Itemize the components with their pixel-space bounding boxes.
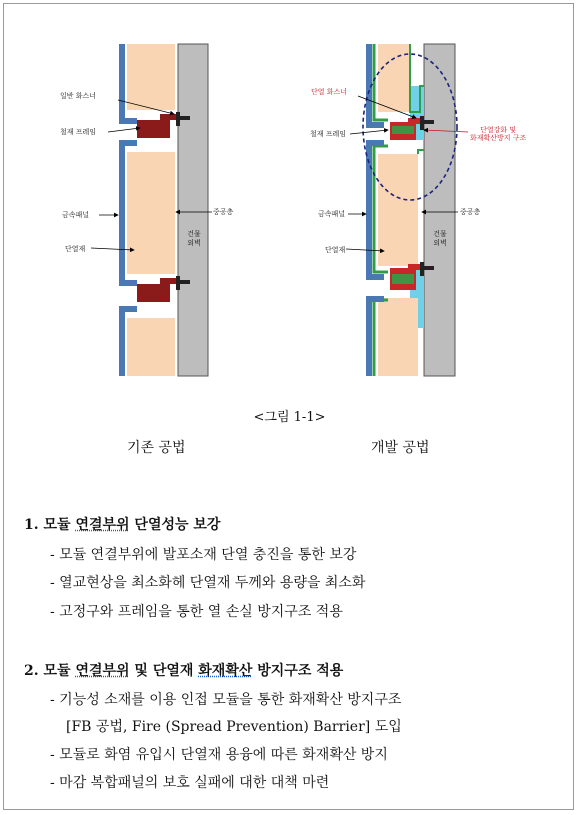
left-label-wall: 건물 외벽 [187, 230, 201, 247]
left-method-title: 기존 공법 [127, 440, 186, 456]
section1-item-2: - 열교현상을 최소화헤 단열재 두께와 용량을 최소화 [50, 575, 366, 591]
left-insulation-mid [127, 152, 175, 274]
section2-item-1-cont: [FB 공법, Fire (Spread Prevention) Barrier] 도입 [66, 719, 402, 735]
left-label-fastener: 일반 화스너 [60, 92, 97, 100]
left-insulation-top [127, 44, 175, 110]
right-label-insulation: 단열재 [325, 246, 346, 254]
left-label-insulation: 단열재 [65, 245, 86, 253]
diagram-svg [0, 0, 579, 400]
left-label-cavity: 중공층 [213, 208, 234, 216]
right-label-wall: 건물 외벽 [433, 230, 447, 247]
section2-title-underlined-2: 화재확산 [198, 663, 253, 679]
section2-title-pre: 모듈 [43, 663, 76, 679]
section1-item-1: - 모듈 연결부위에 발포소재 단열 충진을 통한 보강 [50, 547, 357, 563]
section2-heading [24, 660, 343, 680]
left-building-wall [178, 44, 208, 376]
right-label-cavity: 중공층 [460, 208, 481, 216]
section1-number: 1. [24, 517, 39, 533]
section2-number: 2. [24, 663, 39, 679]
right-method-title: 개발 공법 [371, 440, 430, 456]
right-building-wall [424, 44, 455, 376]
left-label-frame: 철재 프레임 [60, 128, 97, 136]
left-frame-bot [137, 278, 178, 302]
section1-heading [24, 514, 220, 534]
section2-item-3: - 마감 복합패널의 보호 실패에 대한 대책 마련 [50, 775, 330, 791]
section1-title-pre: 모듈 [43, 517, 76, 533]
left-insulation-bot [127, 318, 175, 376]
figure-caption: <그림 1-1> [253, 410, 326, 425]
right-label-structure: 단열강화 및 화재확산방지 구조 [470, 126, 527, 142]
section1-title-post: 단열성능 보강 [129, 517, 221, 533]
section2-item-2: - 모듈로 화염 유입시 단열재 용융에 따른 화재확산 방지 [50, 747, 388, 763]
section2-title-underlined-1: 연결부위 [75, 663, 130, 679]
section2-title-post: 방지구조 적용 [252, 663, 344, 679]
section1-item-3: - 고정구와 프레임을 통한 열 손실 방지구조 적용 [50, 604, 343, 620]
left-diagram [91, 44, 212, 376]
right-insulation-mid [378, 154, 418, 266]
right-diagram [346, 44, 468, 376]
right-label-fastener: 단열 화스너 [311, 88, 348, 96]
left-frame-top [137, 114, 178, 138]
right-label-frame: 철재 프레임 [310, 130, 347, 138]
section2-item-1: - 기능성 소재를 이용 인접 모듈을 통한 화재확산 방지구조 [50, 692, 402, 708]
left-label-panel: 금속패널 [62, 211, 90, 219]
right-insulation-bot [378, 298, 418, 376]
section1-title-underlined: 연결부위 [75, 517, 130, 533]
right-label-panel: 금속패널 [318, 210, 346, 218]
section2-title-mid: 및 단열재 [129, 663, 199, 679]
